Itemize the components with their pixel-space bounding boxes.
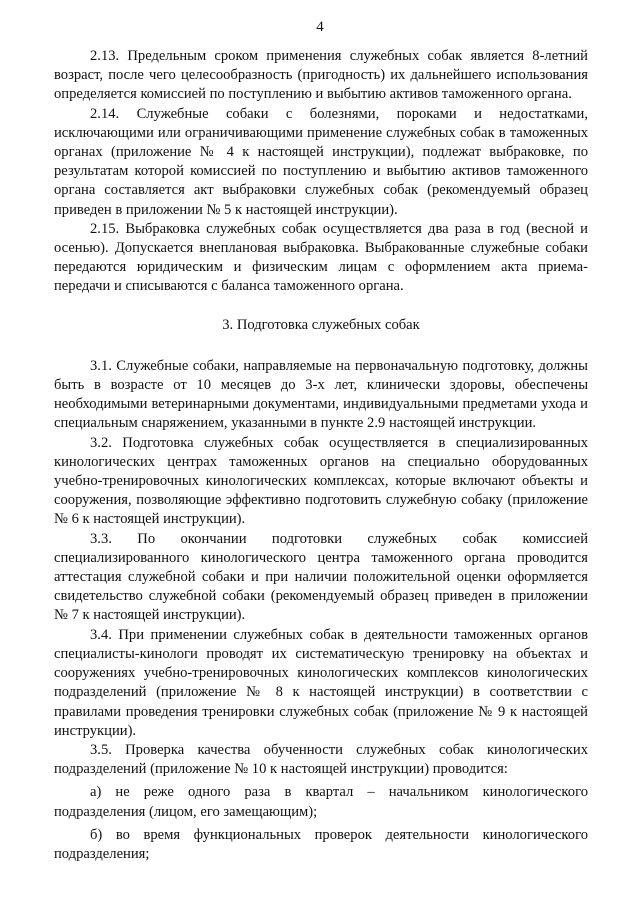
paragraph-3-2: 3.2. Подготовка служебных собак осуществляется в специализированных кинологических центрах таможенных органов на специально оборудованных учебно-тренировочных кинологических комплексах, которые включают объекты и сооружения, позволяющие эффективно подготовить служебную собаку (приложение № 6 к настоящей инструкции). (54, 434, 588, 528)
paragraph-3-1: 3.1. Служебные собаки, направляемые на первоначальную подготовку, должны быть в возрасте от 10 месяцев до 3-х лет, клинически здоровы, обеспечены необходимыми ветеринарными документами, индивидуальными предметами ухода и специальным снаряжением, указанными в пункте 2.9 настоящей инструкции. (54, 357, 588, 432)
paragraph-2-14: 2.14. Служебные собаки с болезнями, пороками и недостатками, исключающими или ограничивающими применение служебных собак в таможенных органах (приложение № 4 к настоящей инструкции), подлежат выбраковке, по результатам которой комиссией по поступлению и выбытию активов таможенного органа составляется акт выбраковки служебных собак (рекомендуемый образец приведен в приложении № 5 к настоящей инструкции). (54, 105, 588, 218)
document-body (54, 47, 588, 864)
paragraph-3-4: 3.4. При применении служебных собак в деятельности таможенных органов специалисты-кинологи проводят их систематическую тренировку на объектах и сооружениях учебно-тренировочных кинологических комплексов кинологических подразделений (приложение № 8 к настоящей инструкции) в соответствии с правилами проведения тренировки служебных собак (приложение № 9 к настоящей инструкции). (54, 626, 588, 739)
paragraph-3-3: 3.3. По окончании подготовки служебных собак комиссией специализированного кинологического центра таможенного органа проводится аттестация служебной собаки и при наличии положительной оценки оформляется свидетельство служебной собаки (рекомендуемый образец приведен в приложении № 7 к настоящей инструкции). (54, 530, 588, 624)
paragraph-2-13: 2.13. Предельным сроком применения служебных собак является 8-летний возраст, после чего целесообразность (пригодность) их дальнейшего использования определяется комиссией по поступлению и выбытию активов таможенного органа. (54, 48, 588, 103)
paragraph-3-5-a: а) не реже одного раза в квартал – начальником кинологического подразделения (лицом, его замещающим); (54, 784, 588, 820)
paragraph-2-15: 2.15. Выбраковка служебных собак осуществляется два раза в год (весной и осенью). Допускается внеплановая выбраковка. Выбракованные служебные собаки передаются юридическим и физическим лицам с оформлением акта приема-передачи и списываются с баланса таможенного органа. (54, 220, 588, 295)
page-number: 4 (316, 19, 324, 35)
paragraph-3-5-b: б) во время функциональных проверок деятельности кинологического подразделения; (54, 826, 588, 862)
section-heading: 3. Подготовка служебных собак (222, 316, 420, 333)
paragraph-3-5: 3.5. Проверка качества обученности служебных собак кинологических подразделений (приложение № 10 к настоящей инструкции) проводится: (54, 741, 588, 778)
